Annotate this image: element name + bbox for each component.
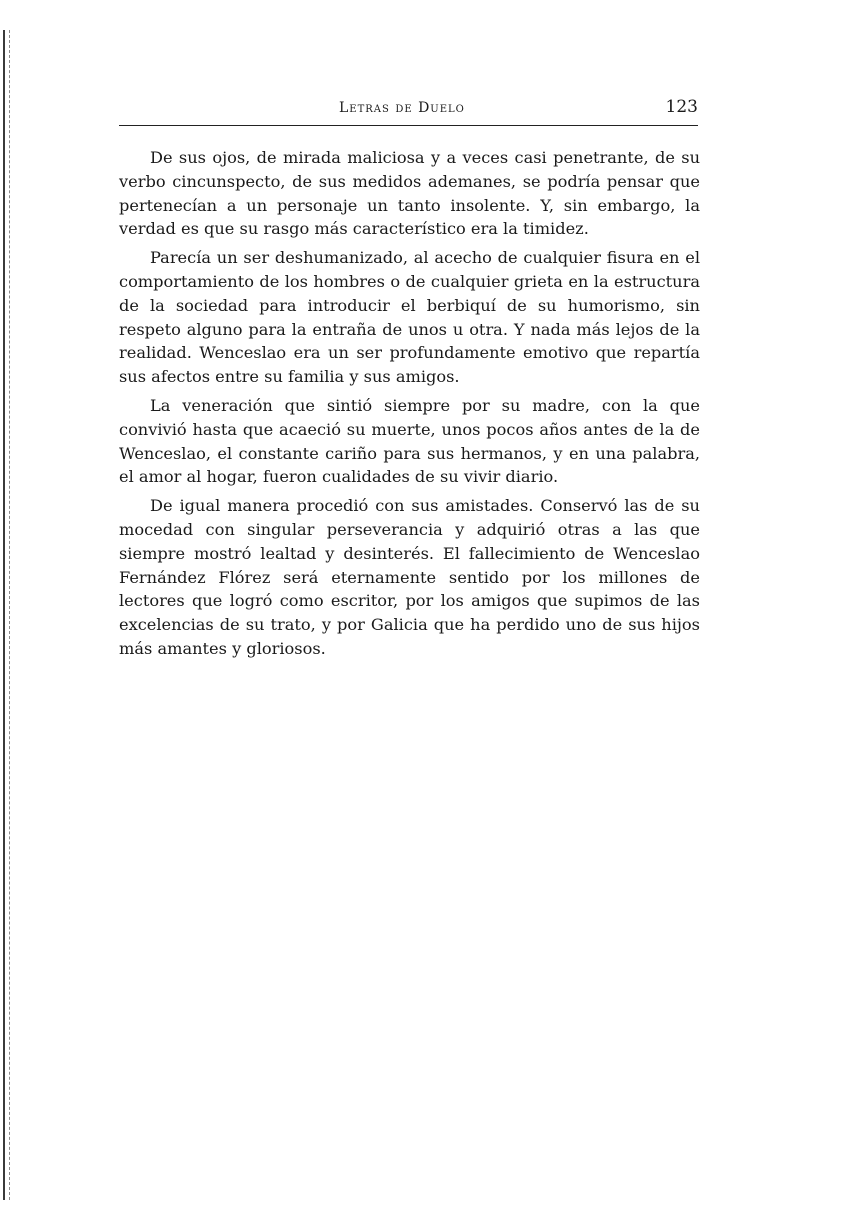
paragraph: De igual manera procedió con sus amistades. Conservó las de su mocedad con singular perseverancia y adquirió otras a las que siempre mostró lealtad y desinterés. El fallecimiento de Wenceslao Fernández Flórez será eternamente sentido por los millones de lectores que logró como escritor, por los amigos que supimos de las excelencias de su trato, y por Galicia que ha perdido uno de sus hijos más amantes y gloriosos. (119, 496, 700, 658)
paragraph: Parecía un ser deshumanizado, al acecho de cualquier fisura en el comportamiento de los hombres o de cualquier grieta en la estructura de la sociedad para introducir el berbiquí de su humorismo, sin respeto alguno para la entraña de unos u otra. Y nada más lejos de la realidad. Wenceslao era un ser profundamente emotivo que repartía sus afectos entre su familia y sus amigos. (119, 248, 700, 387)
page-number: 123 (665, 97, 698, 117)
body-text (119, 146, 700, 666)
paragraph: De sus ojos, de mirada maliciosa y a veces casi penetrante, de su verbo cincunspecto, de sus medidos ademanes, se podría pensar que pertenecían a un personaje un tanto insolente. Y, sin embargo, la verdad es que su rasgo más característico era la timidez. (119, 148, 700, 239)
running-head (119, 97, 698, 126)
running-title: Letras de Duelo (339, 100, 465, 116)
binding-edge (3, 30, 10, 1200)
paragraph: La veneración que sintió siempre por su madre, con la que convivió hasta que acaeció su muerte, unos pocos años antes de la de Wenceslao, el constante cariño para sus hermanos, y en una palabra, el amor al hogar, fueron cualidades de su vivir diario. (119, 395, 700, 487)
